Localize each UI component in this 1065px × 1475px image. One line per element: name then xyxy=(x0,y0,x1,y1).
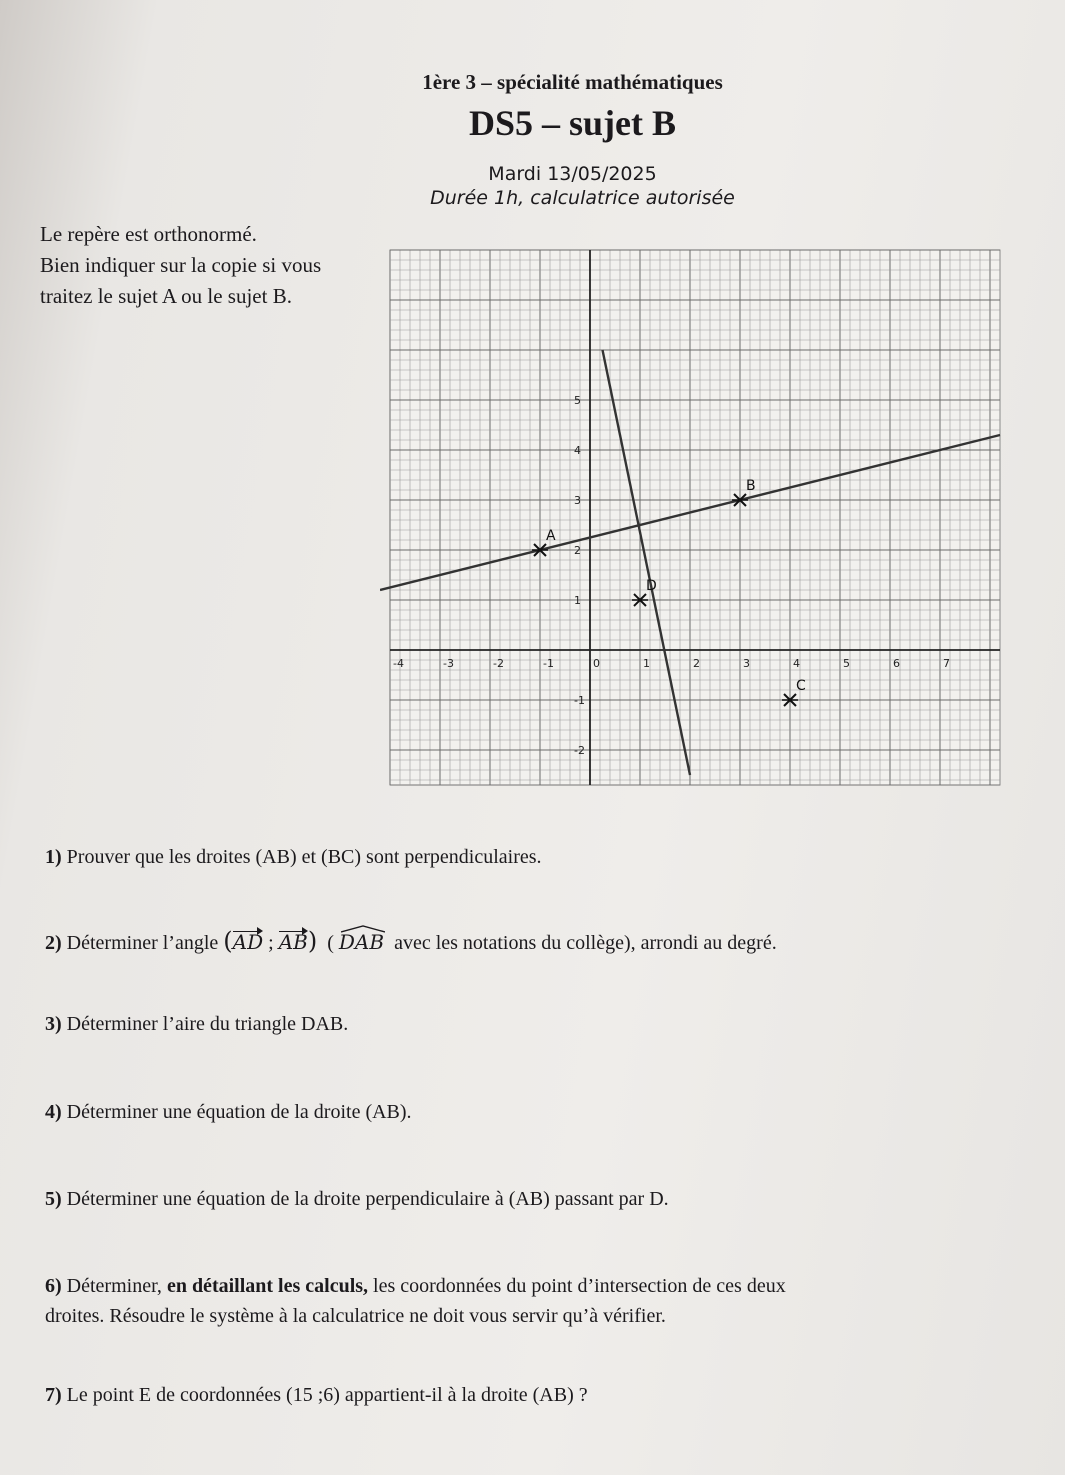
question-6 xyxy=(45,1275,786,1298)
angle-dab xyxy=(339,930,384,954)
x-tick-label: -1 xyxy=(543,657,554,670)
x-tick-label: -2 xyxy=(493,657,504,670)
y-tick-label: 1 xyxy=(574,594,581,607)
vector-ab: AB xyxy=(278,930,308,954)
test-title: DS5 – sujet B xyxy=(468,103,677,143)
point-label: D xyxy=(646,578,657,594)
y-tick-label: 4 xyxy=(574,444,581,457)
question-3 xyxy=(45,1013,348,1036)
coordinate-graph xyxy=(380,230,1020,800)
question-2 xyxy=(45,927,777,955)
question-text: Déterminer une équation de la droite (AB). xyxy=(66,1101,412,1123)
vector-ad: AD xyxy=(232,930,264,954)
question-text: Déterminer l’angle xyxy=(66,932,219,954)
question-number: 4) xyxy=(45,1101,62,1123)
question-emphasis: en détaillant les calculs, xyxy=(166,1275,369,1297)
test-duration: Durée 1h, calculatrice autorisée xyxy=(430,187,735,209)
y-tick-label: -1 xyxy=(574,694,585,707)
intro-line-1: Le repère est orthonormé. xyxy=(40,222,257,246)
question-7 xyxy=(45,1384,588,1407)
question-number: 3) xyxy=(45,1013,62,1035)
x-tick-label: 7 xyxy=(943,657,950,670)
question-number: 2) xyxy=(45,932,62,954)
question-4 xyxy=(45,1101,412,1124)
intro-line-3: traitez le sujet A ou le sujet B. xyxy=(40,284,292,308)
y-tick-label: -2 xyxy=(574,744,585,757)
intro-line-2: Bien indiquer sur la copie si vous xyxy=(40,253,322,277)
point-label: B xyxy=(746,478,756,494)
x-tick-label: 0 xyxy=(593,657,600,670)
angle-open-paren: ( xyxy=(223,927,233,955)
question-number: 7) xyxy=(45,1384,62,1406)
x-tick-label: 6 xyxy=(893,657,900,670)
y-tick-label: 2 xyxy=(574,544,581,557)
x-tick-label: 4 xyxy=(793,657,800,670)
question-number: 6) xyxy=(45,1275,62,1297)
point-label: A xyxy=(546,528,556,544)
hat-icon xyxy=(341,925,385,933)
grid-lines xyxy=(390,250,1000,785)
question-number: 1) xyxy=(45,846,62,868)
question-1 xyxy=(45,846,542,869)
x-tick-label: -3 xyxy=(443,657,454,670)
x-tick-label: 1 xyxy=(643,657,650,670)
question-text-end: les coordonnées du point d’intersection de ces deux xyxy=(373,1275,786,1297)
angle-dab-label: DAB xyxy=(338,930,385,954)
x-tick-label: 2 xyxy=(693,657,700,670)
question-text: Le point E de coordonnées (15 ;6) appartient-il à la droite (AB) ? xyxy=(66,1384,588,1406)
angle-close-paren: ) xyxy=(307,927,318,955)
x-tick-label: 5 xyxy=(843,657,850,670)
point-label: C xyxy=(796,678,806,694)
y-tick-label: 5 xyxy=(574,394,581,407)
x-tick-label: 3 xyxy=(743,657,750,670)
x-tick-label: -4 xyxy=(393,657,404,670)
question-text: Déterminer, xyxy=(66,1275,162,1297)
question-text: Déterminer une équation de la droite perpendiculaire à (AB) passant par D. xyxy=(66,1188,669,1210)
question-text-end: avec les notations du collège), arrondi au degré. xyxy=(394,932,777,954)
open-paren: ( xyxy=(327,932,334,954)
vector-separator: ; xyxy=(268,932,274,954)
course-title: 1ère 3 – spécialité mathématiques xyxy=(422,70,723,94)
test-date: Mardi 13/05/2025 xyxy=(488,163,657,185)
question-number: 5) xyxy=(45,1188,62,1210)
question-6-line-2: droites. Résoudre le système à la calculatrice ne doit vous servir qu’à vérifier. xyxy=(45,1305,666,1327)
y-tick-label: 3 xyxy=(574,494,581,507)
question-text: Déterminer l’aire du triangle DAB. xyxy=(66,1013,349,1035)
question-text: Prouver que les droites (AB) et (BC) sont perpendiculaires. xyxy=(66,846,542,868)
question-5 xyxy=(45,1188,669,1211)
